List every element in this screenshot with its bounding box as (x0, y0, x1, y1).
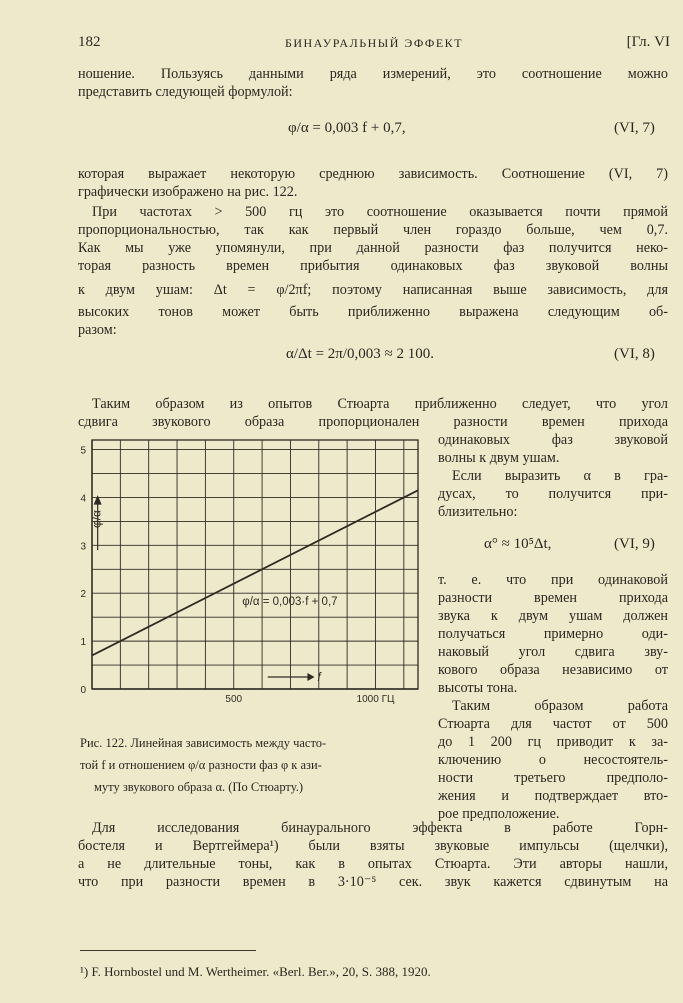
x-axis-label: f (317, 670, 321, 685)
text-line: Для исследования бинаурального эффекта в работе Горн- (92, 820, 668, 836)
x-axis-arrow-head (307, 673, 314, 681)
equation-vi-8: α/Δt = 2π/0,003 ≈ 2 100. (286, 346, 435, 362)
figure-caption-line: той f и отношением φ/α разности фаз φ к ази- (80, 758, 322, 772)
y-tick-label: 2 (80, 589, 86, 601)
text-line: которая выражает некоторую среднюю зависимость. Соотношение (VI, 7) (78, 166, 668, 182)
y-tick-label: 4 (80, 493, 86, 505)
equation-vi-7: φ/α = 0,003 f + 0,7, (288, 120, 406, 136)
text-line: графически изображено на рис. 122. (78, 184, 298, 200)
footnote: ¹) F. Hornbostel und M. Wertheimer. «Berl. Ber.», 20, S. 388, 1920. (80, 964, 431, 979)
page-number: 182 (78, 34, 101, 50)
text-line: сдвига звукового образа пропорционален разности времен прихода (78, 414, 668, 430)
line-annotation: φ/α = 0,003·f + 0,7 (242, 596, 338, 609)
text-line: т. е. что при одинаковой (438, 572, 668, 588)
text-line: одинаковых фаз звуковой (438, 432, 668, 448)
equation-number: (VI, 7) (614, 120, 655, 136)
text-line: до 1 200 гц приводит к за- (438, 734, 668, 750)
text-line: пропорциональностью, так как первый член гораздо больше, чем 0,7. (78, 222, 668, 238)
text-line: что при разности времен в 3·10⁻⁵ сек. звук кажется сдвинутым на (78, 874, 668, 890)
y-tick-label: 0 (80, 685, 86, 696)
text-line: высоких тонов может быть приближенно выражена следующим об- (78, 304, 668, 320)
y-axis-arrow-head (94, 495, 102, 505)
text-line: ношение. Пользуясь данными ряда измерений, это соотношение можно (78, 66, 668, 82)
text-line: бостеля и Вертгеймера¹) были взяты звуковые импульсы (щелчки), (78, 838, 668, 854)
text-line: высоты тона. (438, 680, 518, 696)
y-axis-label: φ/α (89, 509, 104, 529)
text-line: дусах, то получится при- (438, 486, 668, 502)
equation-vi-9: α° ≈ 10⁵Δt, (484, 536, 552, 552)
text-line: Если выразить α в гра- (452, 468, 668, 484)
text-line: рое предположение. (438, 806, 560, 822)
text-line: волны к двум ушам. (438, 450, 560, 466)
x-tick-label: 500 (225, 694, 243, 705)
figure-caption-line: Рис. 122. Линейная зависимость между часто- (80, 736, 327, 750)
text-line: ности третьего предполо- (438, 770, 668, 786)
text-line: жения и подтверждает вто- (438, 788, 668, 804)
text-line: близительно: (438, 504, 518, 520)
plot-frame (89, 440, 418, 689)
text-line: ключению о несостоятель- (438, 752, 668, 768)
running-title: БИНАУРАЛЬНЫЙ ЭФФЕКТ (284, 36, 464, 50)
equation-number: (VI, 9) (614, 536, 655, 552)
equation-number: (VI, 8) (614, 346, 655, 362)
text-line: разности времен прихода (438, 590, 668, 606)
text-line: получаться примерно оди- (438, 626, 668, 642)
text-line: представить следующей формулой: (78, 84, 293, 100)
text-line: а не длительные тоны, как в опытах Стюарта. Эти авторы нашли, (78, 856, 668, 872)
text-line: торая разность времен прибытия одинаковых фаз звуковой волны (78, 258, 668, 274)
y-tick-label: 1 (80, 637, 86, 649)
text-line: к двум ушам: Δt = φ/2πf; поэтому написанная выше зависимость, для (78, 282, 668, 298)
text-line: разом: (78, 322, 117, 338)
text-line: Таким образом работа (452, 698, 668, 714)
text-line: Как мы уже упомянули, при данной разности фаз получится неко- (78, 240, 668, 256)
chapter-ref: [Гл. VI (626, 34, 670, 50)
x-tick-label: 1000 ГЦ (356, 694, 395, 705)
figure-caption-line: муту звукового образа α. (По Стюарту.) (94, 780, 304, 794)
text-line: При частотах > 500 гц это соотношение оказывается почти прямой (92, 204, 668, 220)
data-line (89, 490, 418, 655)
y-tick-label: 3 (80, 541, 86, 553)
text-line: звука к двум ушам должен (438, 608, 668, 624)
text-line: Таким образом из опытов Стюарта приближенно следует, что угол (92, 396, 668, 412)
text-line: Стюарта для частот от 500 (438, 716, 668, 732)
footnote-rule (80, 950, 256, 951)
text-line: кового образа независимо от (438, 662, 668, 678)
y-tick-label: 5 (80, 445, 86, 457)
text-line: наковый угол сдвига зву- (438, 644, 668, 660)
